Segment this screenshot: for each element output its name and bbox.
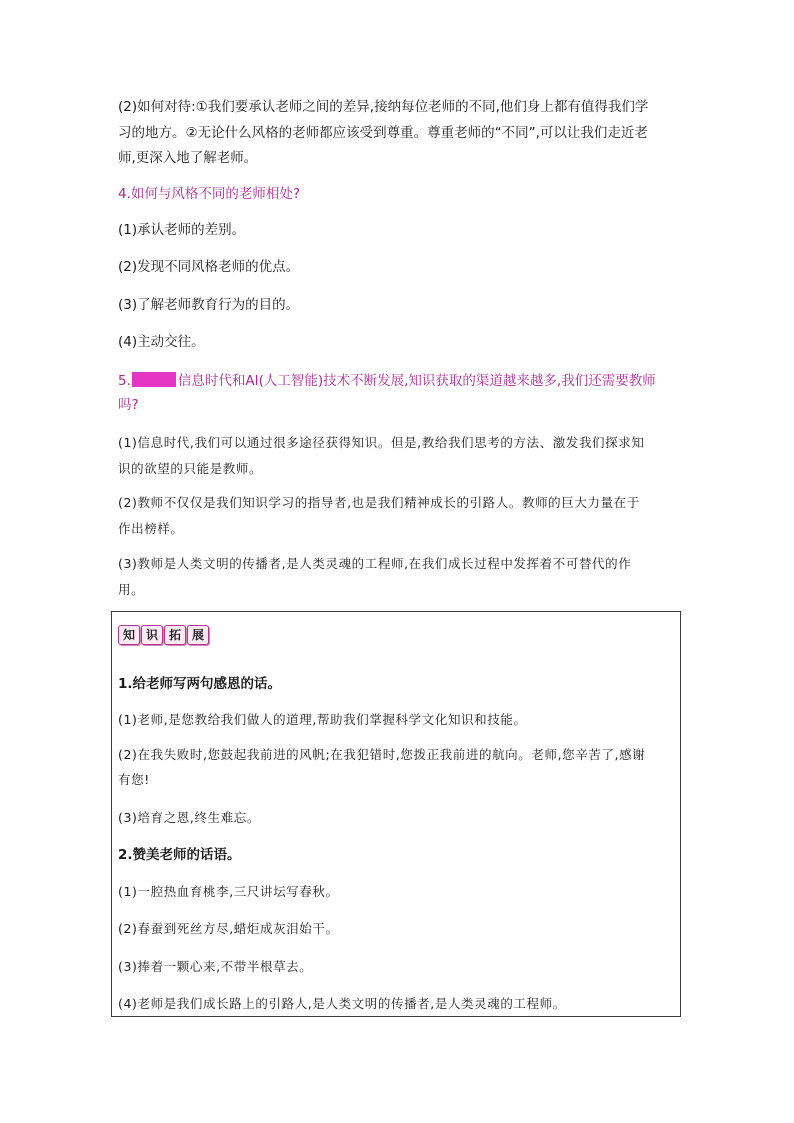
list-item: (2)发现不同风格老师的优点。 bbox=[118, 259, 300, 275]
question-5-title bbox=[118, 369, 684, 394]
expand-heading-2 bbox=[118, 843, 684, 868]
answer-line: (1)信息时代,我们可以通过很多途径获得知识。但是,教给我们思考的方法、激发我们探求知 bbox=[118, 435, 645, 450]
list-item: (4)主动交往。 bbox=[118, 334, 205, 350]
expand-item: (3)培育之恩,终生难忘。 bbox=[118, 810, 260, 825]
tag-char: 知 bbox=[118, 625, 140, 645]
expand-item: (3)捧着一颗心来,不带半根草去。 bbox=[118, 959, 313, 974]
paragraph bbox=[118, 95, 684, 120]
answer-line: (2)教师不仅仅是我们知识学习的指导者,也是我们精神成长的引路人。教师的巨大力量在于 bbox=[118, 495, 640, 510]
answer-line: 作出榜样。 bbox=[118, 521, 184, 536]
heading-text: 2.赞美老师的话语。 bbox=[118, 847, 241, 863]
answer-line: 识的欲望的只能是教师。 bbox=[118, 461, 263, 476]
question-4-title: 4.如何与风格不同的老师相处? bbox=[118, 186, 301, 202]
heading-text: 1.给老师写两句感恩的话。 bbox=[118, 676, 282, 692]
text-line: (2)如何对待:①我们要承认老师之间的差异,接纳每位老师的不同,他们身上都有值得我们学 bbox=[118, 99, 649, 115]
expand-item: (2)在我失败时,您鼓起我前进的风帆;在我犯错时,您拨正我前进的航向。老师,您辛苦了,感谢 bbox=[118, 747, 646, 762]
expand-item: 有您! bbox=[118, 772, 150, 787]
expand-item: (1)一腔热血育桃李,三尺讲坛写春秋。 bbox=[118, 884, 339, 899]
expand-item: (2)春蚕到死丝方尽,蜡炬成灰泪始干。 bbox=[118, 921, 339, 936]
list-item: (1)承认老师的差别。 bbox=[118, 222, 246, 238]
tag-char: 拓 bbox=[164, 625, 186, 645]
question-number: 5. bbox=[118, 373, 131, 389]
question-text: 信息时代和AI(人工智能)技术不断发展,知识获取的渠道越来越多,我们还需要教师 bbox=[177, 373, 656, 389]
tag-char: 识 bbox=[141, 625, 163, 645]
text-line: 师,更深入地了解老师。 bbox=[118, 150, 258, 166]
answer-line: (3)教师是人类文明的传播者,是人类灵魂的工程师,在我们成长过程中发挥着不可替代的作 bbox=[118, 556, 632, 571]
knowledge-expand-tag bbox=[118, 625, 209, 645]
tag-char: 展 bbox=[187, 625, 209, 645]
expand-item: (4)老师是我们成长路上的引路人,是人类文明的传播者,是人类灵魂的工程师。 bbox=[118, 996, 566, 1011]
highlight-mark bbox=[132, 372, 176, 387]
paragraph bbox=[118, 146, 684, 171]
text-line: 习的地方。②无论什么风格的老师都应该受到尊重。尊重老师的“不同”,可以让我们走近老 bbox=[118, 125, 648, 141]
paragraph bbox=[118, 121, 684, 146]
question-5-title-cont: 吗? bbox=[118, 397, 139, 413]
answer-line: 用。 bbox=[118, 582, 145, 597]
list-item: (3)了解老师教育行为的目的。 bbox=[118, 297, 300, 313]
expand-item: (1)老师,是您教给我们做人的道理,帮助我们掌握科学文化知识和技能。 bbox=[118, 712, 527, 727]
expand-heading-1 bbox=[118, 672, 684, 697]
